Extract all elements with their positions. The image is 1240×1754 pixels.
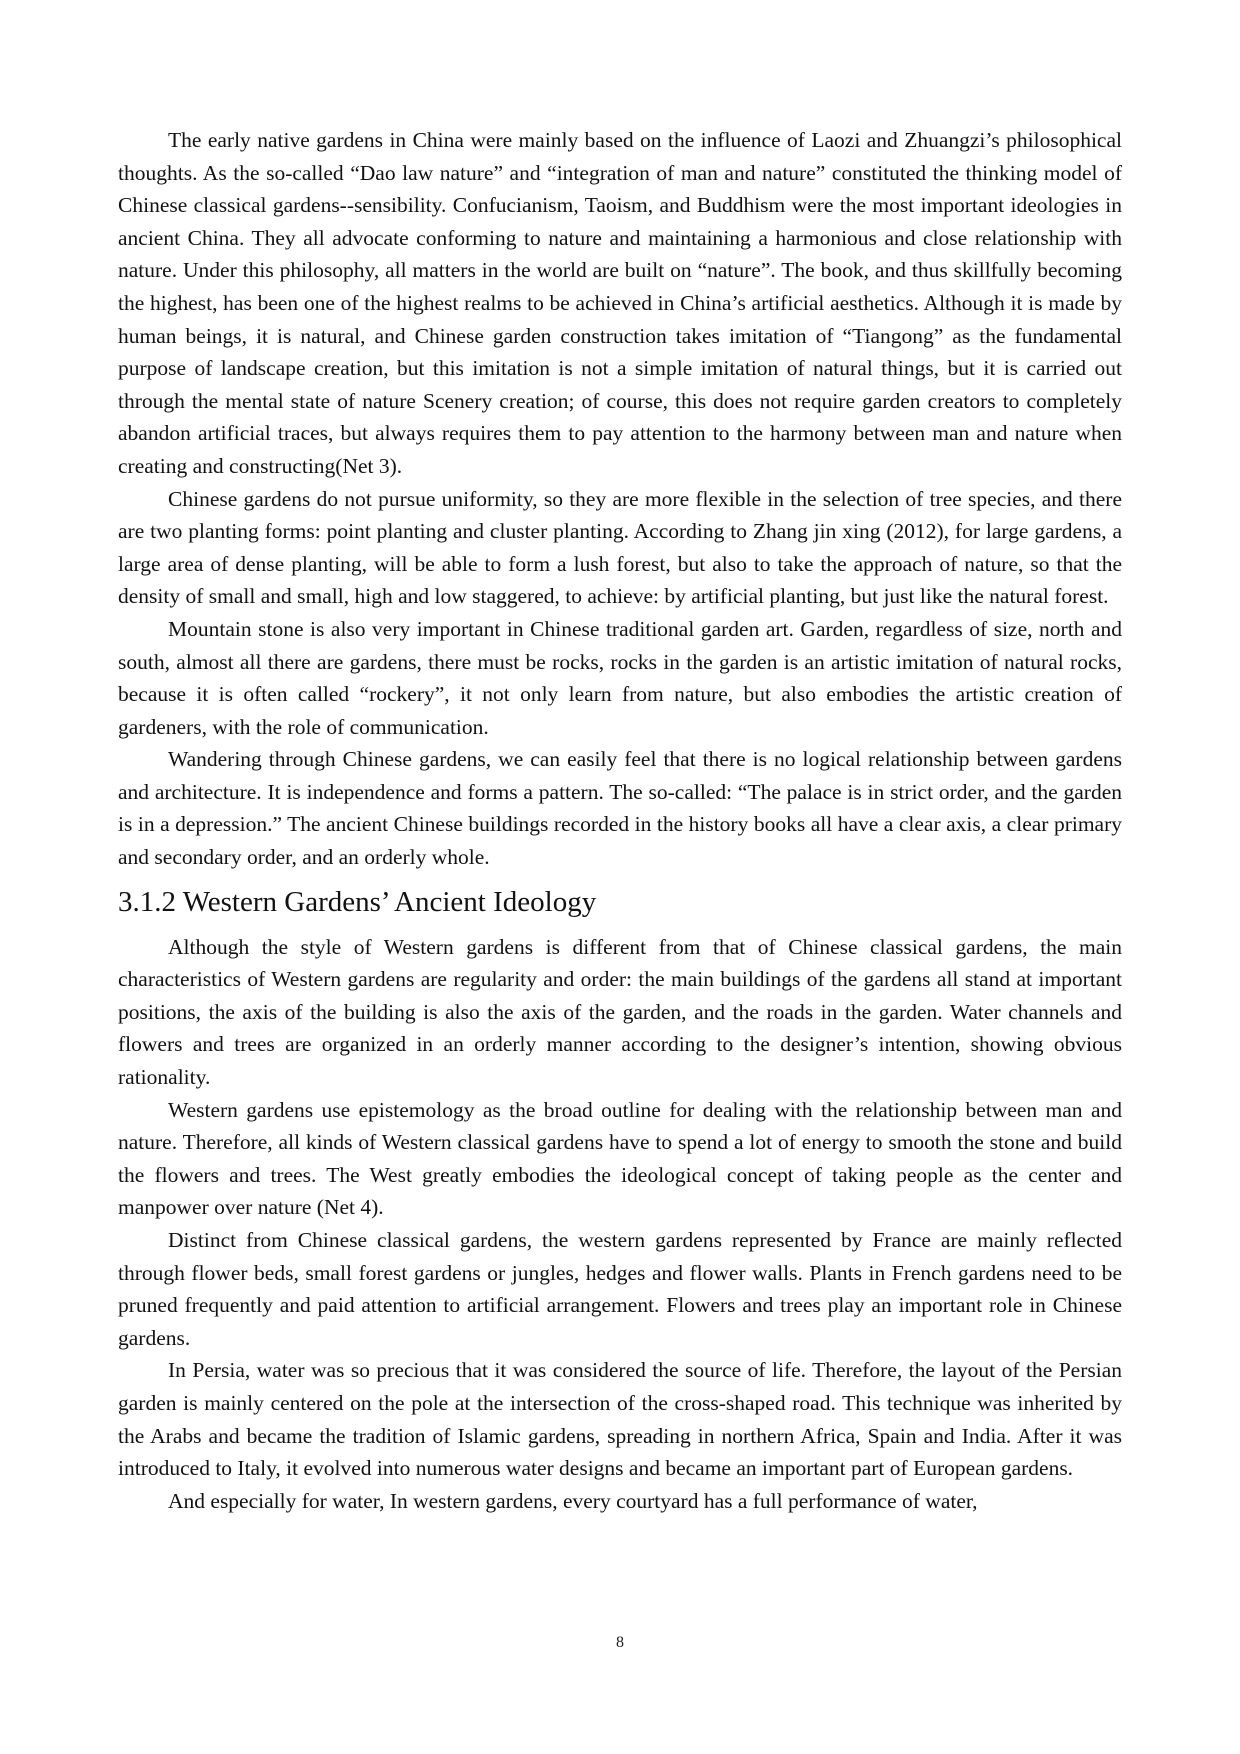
paragraph-mountain-stone: Mountain stone is also very important in Chinese traditional garden art. Garden, regardless of size, north and south, almost all there are gardens, there must be rocks, rocks in the garden is an artistic imitation of natural rocks, because it is often called “rockery”, it not only learn from nature, but also embodies the artistic creation of gardeners, with the role of communication.: [118, 616, 1122, 739]
paragraph-chinese-philosophy: The early native gardens in China were mainly based on the influence of Laozi and Zhuangzi’s philosophical thoughts. As the so-called “Dao law nature” and “integration of man and nature” constituted the thinking model of Chinese classical gardens--sensibility. Confucianism, Taoism, and Buddhism were the most important ideologies in ancient China. They all advocate conforming to nature and maintaining a harmonious and close relationship with nature. Under this philosophy, all matters in the world are built on “nature”. The book, and thus skillfully becoming the highest, has been one of the highest realms to be achieved in China’s artificial aesthetics. Although it is made by human beings, it is natural, and Chinese garden construction takes imitation of “Tiangong” as the fundamental purpose of landscape creation, but this imitation is not a simple imitation of natural things, but it is carried out through the mental state of nature Scenery creation; of course, this does not require garden creators to completely abandon artificial traces, but always requires them to pay attention to the harmony between man and nature when creating and constructing(Net 3).: [118, 128, 1122, 478]
paragraph-planting-forms: Chinese gardens do not pursue uniformity, so they are more flexible in the selection of tree species, and there are two planting forms: point planting and cluster planting. According to Zhang jin xing (2012), for large gardens, a large area of dense planting, will be able to form a lush forest, but also to take the approach of nature, so that the density of small and small, high and low staggered, to achieve: by artificial planting, but just like the natural forest.: [118, 486, 1122, 609]
paragraph-water-continued: And especially for water, In western gardens, every courtyard has a full performance of water,: [168, 1488, 978, 1513]
section-heading: 3.1.2 Western Gardens’ Ancient Ideology: [118, 885, 597, 918]
page-number: 8: [616, 1634, 624, 1651]
paragraph-french-gardens: Distinct from Chinese classical gardens, the western gardens represented by France are mainly reflected through flower beds, small forest gardens or jungles, hedges and flower walls. Plants in French gardens need to be pruned frequently and paid attention to artificial arrangement. Flowers and trees play an important role in Chinese gardens.: [118, 1228, 1122, 1350]
paragraph-persian-gardens: In Persia, water was so precious that it was considered the source of life. Therefore, the layout of the Persian garden is mainly centered on the pole at the intersection of the cross-shaped road. This technique was inherited by the Arabs and became the tradition of Islamic gardens, spreading in northern Africa, Spain and India. After it was introduced to Italy, it evolved into numerous water designs and became an important part of European gardens.: [118, 1358, 1122, 1481]
paragraph-gardens-architecture: Wandering through Chinese gardens, we can easily feel that there is no logical relationship between gardens and architecture. It is independence and forms a pattern. The so-called: “The palace is in strict order, and the garden is in a depression.” The ancient Chinese buildings recorded in the history books all have a clear axis, a clear primary and secondary order, and an orderly whole.: [118, 747, 1122, 870]
document-page: [118, 124, 1122, 1517]
paragraph-epistemology: Western gardens use epistemology as the broad outline for dealing with the relationship between man and nature. Therefore, all kinds of Western classical gardens have to spend a lot of energy to smooth the stone and build the flowers and trees. The West greatly embodies the ideological concept of taking people as the center and manpower over nature (Net 4).: [118, 1097, 1122, 1220]
paragraph-western-style: Although the style of Western gardens is different from that of Chinese classical gardens, the main characteristics of Western gardens are regularity and order: the main buildings of the gardens all stand at important positions, the axis of the building is also the axis of the garden, and the roads in the garden. Water channels and flowers and trees are organized in an orderly manner according to the designer’s intention, showing obvious rationality.: [118, 934, 1122, 1090]
